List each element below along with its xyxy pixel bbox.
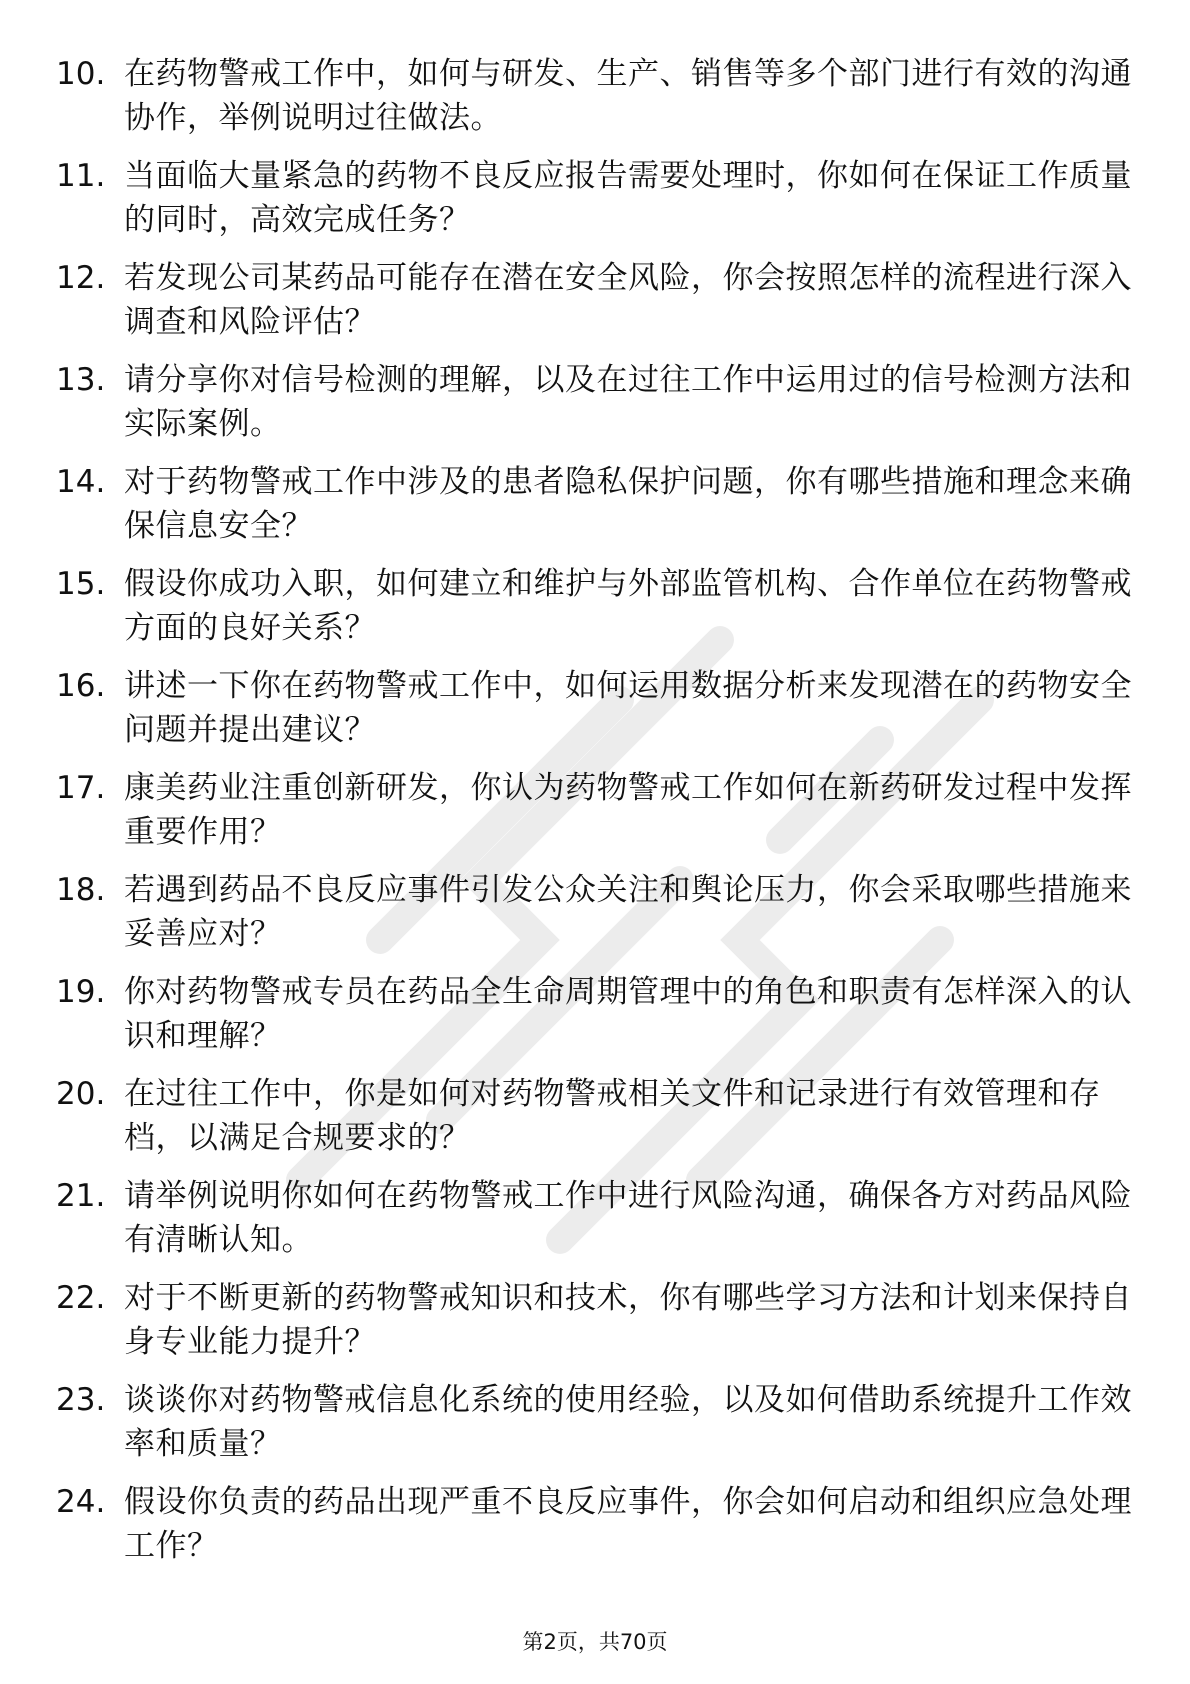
list-item xyxy=(56,664,1136,752)
question-text: 假设你负责的药品出现严重不良反应事件，你会如何启动和组织应急处理工作？ xyxy=(124,1484,1132,1564)
question-text: 若发现公司某药品可能存在潜在安全风险，你会按照怎样的流程进行深入调查和风险评估？ xyxy=(124,260,1132,340)
list-item xyxy=(56,1174,1136,1262)
question-number: 18. xyxy=(56,872,106,908)
list-item xyxy=(56,970,1136,1058)
list-item xyxy=(56,1480,1136,1568)
question-text: 你对药物警戒专员在药品全生命周期管理中的角色和职责有怎样深入的认识和理解？ xyxy=(124,974,1132,1054)
question-text: 假设你成功入职，如何建立和维护与外部监管机构、合作单位在药物警戒方面的良好关系？ xyxy=(124,566,1132,646)
list-item xyxy=(56,358,1136,446)
question-number: 23. xyxy=(56,1382,106,1418)
question-number: 16. xyxy=(56,668,106,704)
question-number: 11. xyxy=(56,158,106,194)
question-text: 当面临大量紧急的药物不良反应报告需要处理时，你如何在保证工作质量的同时，高效完成任务？ xyxy=(124,158,1132,238)
question-number: 15. xyxy=(56,566,106,602)
question-text: 请分享你对信号检测的理解，以及在过往工作中运用过的信号检测方法和实际案例。 xyxy=(124,362,1132,442)
question-number: 20. xyxy=(56,1076,106,1112)
question-text: 对于不断更新的药物警戒知识和技术，你有哪些学习方法和计划来保持自身专业能力提升？ xyxy=(124,1280,1132,1360)
question-number: 13. xyxy=(56,362,106,398)
question-text: 讲述一下你在药物警戒工作中，如何运用数据分析来发现潜在的药物安全问题并提出建议？ xyxy=(124,668,1132,748)
list-item xyxy=(56,868,1136,956)
page-footer: 第2页，共70页 xyxy=(522,1630,668,1654)
list-item xyxy=(56,460,1136,548)
question-number: 21. xyxy=(56,1178,106,1214)
list-item xyxy=(56,154,1136,242)
list-item xyxy=(56,766,1136,854)
question-text: 康美药业注重创新研发，你认为药物警戒工作如何在新药研发过程中发挥重要作用？ xyxy=(124,770,1132,850)
question-text: 谈谈你对药物警戒信息化系统的使用经验，以及如何借助系统提升工作效率和质量？ xyxy=(124,1382,1132,1462)
question-number: 19. xyxy=(56,974,106,1010)
list-item xyxy=(56,1378,1136,1466)
question-number: 22. xyxy=(56,1280,106,1316)
question-number: 17. xyxy=(56,770,106,806)
question-number: 14. xyxy=(56,464,106,500)
list-item xyxy=(56,1276,1136,1364)
list-item xyxy=(56,52,1136,140)
question-number: 12. xyxy=(56,260,106,296)
question-text: 对于药物警戒工作中涉及的患者隐私保护问题，你有哪些措施和理念来确保信息安全？ xyxy=(124,464,1132,544)
question-number: 10. xyxy=(56,56,106,92)
list-item xyxy=(56,1072,1136,1160)
list-item xyxy=(56,256,1136,344)
list-item xyxy=(56,562,1136,650)
question-text: 在药物警戒工作中，如何与研发、生产、销售等多个部门进行有效的沟通协作，举例说明过往做法。 xyxy=(124,56,1132,136)
question-list xyxy=(56,52,1136,1582)
question-text: 请举例说明你如何在药物警戒工作中进行风险沟通，确保各方对药品风险有清晰认知。 xyxy=(124,1178,1132,1258)
question-text: 若遇到药品不良反应事件引发公众关注和舆论压力，你会采取哪些措施来妥善应对？ xyxy=(124,872,1132,952)
question-text: 在过往工作中，你是如何对药物警戒相关文件和记录进行有效管理和存档，以满足合规要求的？ xyxy=(124,1076,1101,1156)
question-number: 24. xyxy=(56,1484,106,1520)
